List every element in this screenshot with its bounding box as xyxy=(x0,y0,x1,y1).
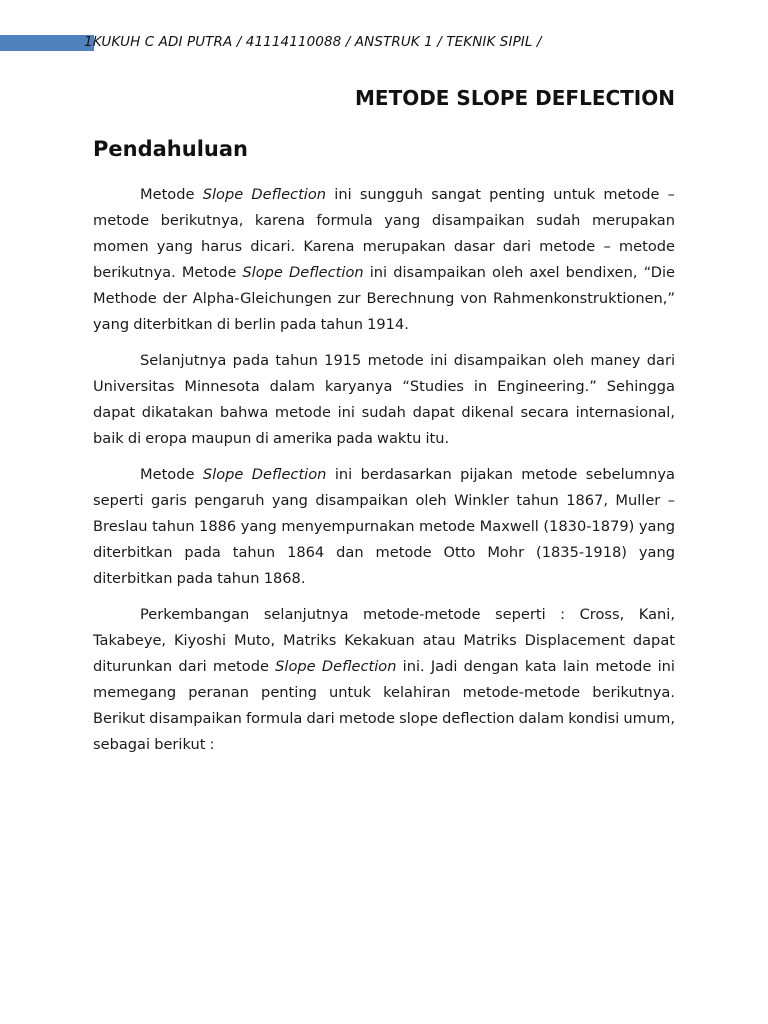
paragraph xyxy=(93,182,675,338)
body-text xyxy=(93,182,675,768)
paragraph-text: ini berdasarkan pijakan metode sebelumnya seperti garis pengaruh yang disampaikan oleh Winkler tahun 1867, Muller – Breslau tahun 1886 yang menyempurnakan metode Maxwell (1830-1879) yang diterbitkan pada tahun 1864 dan metode Otto Mohr (1835-1918) yang diterbitkan pada tahun 1868. xyxy=(93,466,675,587)
italic-term: Slope Deflection xyxy=(202,466,327,483)
paragraph-text: Metode xyxy=(140,186,203,203)
italic-term: Slope Deflection xyxy=(242,264,364,281)
document-title: METODE SLOPE DEFLECTION xyxy=(355,86,675,110)
paragraph-text: Perkembangan selanjutnya metode-metode seperti : Cross, Kani, Takabeye, Kiyoshi Muto, Matriks Kekakuan atau Matriks Displacement dapat diturunkan dari metode xyxy=(93,606,675,675)
header-author-line: KUKUH C ADI PUTRA / 41114110088 / ANSTRUK 1 / TEKNIK SIPIL / xyxy=(92,34,542,50)
paragraph-text: Metode xyxy=(140,466,203,483)
header-accent-bar xyxy=(0,35,94,51)
italic-term: Slope Deflection xyxy=(275,658,397,675)
paragraph-text: Selanjutnya pada tahun 1915 metode ini disampaikan oleh maney dari Universitas Minnesota dalam karyanya “Studies in Engineering.” Sehingga dapat dikatakan bahwa metode ini sudah dapat dikenal secara internasional, baik di eropa maupun di amerika pada waktu itu. xyxy=(93,352,675,447)
paragraph-text: ini disampaikan oleh axel bendixen, “Die Methode der Alpha-Gleichungen zur Berechnung von Rahmenkonstruktionen,” yang diterbitkan di berlin pada tahun 1914. xyxy=(93,264,675,333)
section-heading: Pendahuluan xyxy=(93,137,248,161)
paragraph xyxy=(93,348,675,452)
page-header xyxy=(84,34,542,50)
italic-term: Slope Deflection xyxy=(202,186,327,203)
paragraph xyxy=(93,602,675,758)
paragraph-text: ini. Jadi dengan kata lain metode ini memegang peranan penting untuk kelahiran metode-metode berikutnya. Berikut disampaikan formula dari metode slope deflection dalam kondisi umum, sebagai berikut : xyxy=(93,658,675,753)
paragraph-text: ini sungguh sangat penting untuk metode – metode berikutnya, karena formula yang disampaikan sudah merupakan momen yang harus dicari. Karena merupakan dasar dari metode – metode berikutnya. Metode xyxy=(93,186,675,281)
paragraph xyxy=(93,462,675,592)
page-number: 1 xyxy=(84,34,93,50)
